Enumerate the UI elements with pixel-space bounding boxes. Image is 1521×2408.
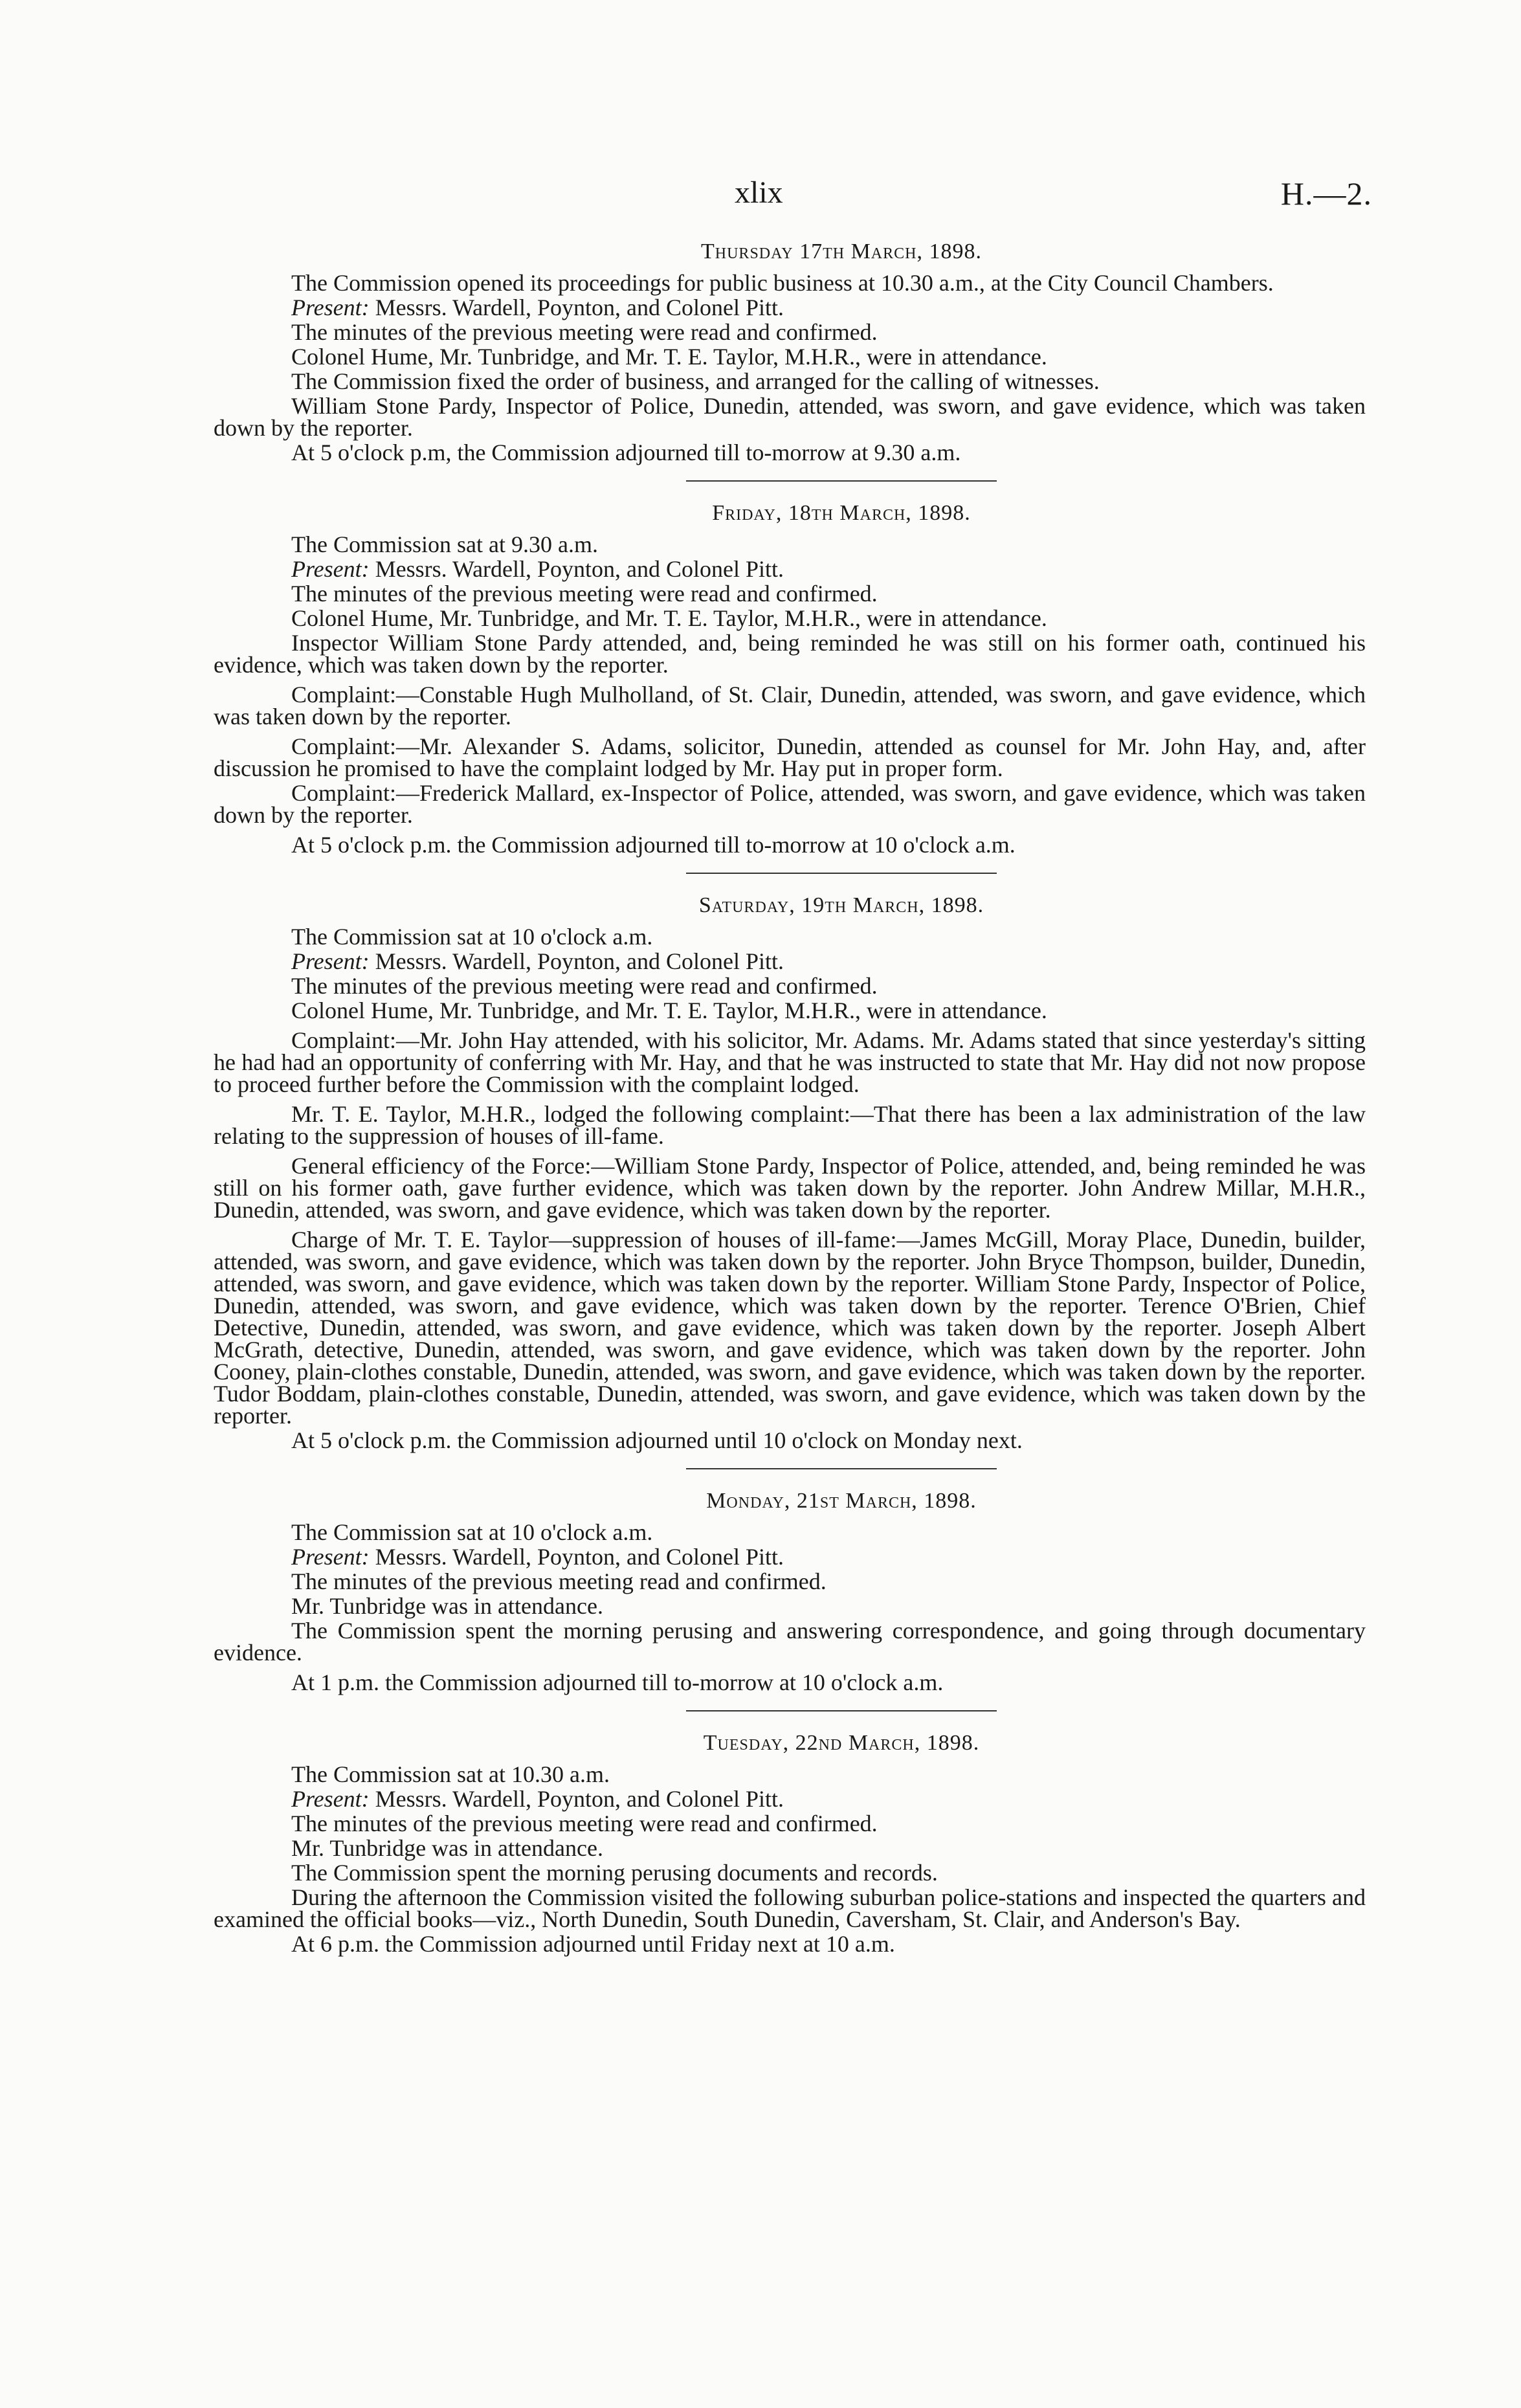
paragraph-present: Present: Messrs. Wardell, Poynton, and Colonel Pitt. xyxy=(291,556,784,582)
paragraph: Inspector William Stone Pardy attended, and, being reminded he was still on his former oath, continued his evidence, which was taken down by the reporter. xyxy=(214,630,1366,678)
section-friday-18-march xyxy=(214,501,1366,856)
paragraph: Colonel Hume, Mr. Tunbridge, and Mr. T. E. Taylor, M.H.R., were in attendance. xyxy=(291,998,1047,1023)
paragraph: The minutes of the previous meeting were read and confirmed. xyxy=(291,1811,878,1836)
paragraph: The Commission opened its proceedings for public business at 10.30 a.m., at the City Council Chambers. xyxy=(291,270,1274,296)
paragraph: The minutes of the previous meeting were read and confirmed. xyxy=(291,581,878,607)
paragraph-present: Present: Messrs. Wardell, Poynton, and Colonel Pitt. xyxy=(291,948,784,974)
paragraph: The minutes of the previous meeting read and confirmed. xyxy=(291,1568,827,1594)
paragraph: Mr. Tunbridge was in attendance. xyxy=(291,1593,603,1619)
paragraph: At 6 p.m. the Commission adjourned until Friday next at 10 a.m. xyxy=(291,1931,895,1957)
paragraph: The Commission sat at 10.30 a.m. xyxy=(291,1761,610,1787)
paragraph: During the afternoon the Commission visited the following suburban police-stations and inspected the quarters and examined the official books—viz., North Dunedin, South Dunedin, Caversham, St. Clair, and Anderson's Bay. xyxy=(214,1884,1366,1932)
paragraph-present: Present: Messrs. Wardell, Poynton, and Colonel Pitt. xyxy=(291,295,784,320)
section-divider xyxy=(686,1710,997,1711)
section-divider xyxy=(686,1468,997,1469)
paragraph: Complaint:—Constable Hugh Mulholland, of St. Clair, Dunedin, attended, was sworn, and gave evidence, which was taken down by the reporter. xyxy=(214,682,1366,730)
paragraph: Charge of Mr. T. E. Taylor—suppression of houses of ill-fame:—James McGill, Moray Place, Dunedin, builder, attended, was sworn, and gave evidence, which was taken down by the reporter. John Bryce Thompson, builder, Dunedin, attended, was sworn, and gave evidence, which was taken down by the reporter. William Stone Pardy, Inspector of Police, Dunedin, attended, was sworn, and gave evidence, which was taken down by the reporter. Terence O'Brien, Chief Detective, Dunedin, attended, was sworn, and gave evidence, which was taken down by the reporter. Joseph Albert McGrath, detective, Dunedin, attended, was sworn, and gave evidence, which was taken down by the reporter. John Cooney, plain-clothes constable, Dunedin, attended, was sworn, and gave evidence, which was taken down by the reporter. Tudor Boddam, plain-clothes constable, Dunedin, attended, was sworn, and gave evidence, which was taken down by the reporter. xyxy=(214,1227,1366,1429)
paragraph: The minutes of the previous meeting were read and confirmed. xyxy=(291,973,878,999)
paragraph: The minutes of the previous meeting were read and confirmed. xyxy=(291,319,878,345)
paragraph: Mr. Tunbridge was in attendance. xyxy=(291,1835,603,1861)
section-heading: Saturday, 19th March, 1898. xyxy=(698,893,984,917)
section-heading: Thursday 17th March, 1898. xyxy=(701,240,982,263)
paragraph: Complaint:—Frederick Mallard, ex-Inspector of Police, attended, was sworn, and gave evidence, which was taken down by the reporter. xyxy=(214,780,1366,828)
paragraph: The Commission spent the morning perusing documents and records. xyxy=(291,1860,938,1886)
paragraph: Complaint:—Mr. John Hay attended, with his solicitor, Mr. Adams. Mr. Adams stated that since yesterday's sitting he had had an opportunity of conferring with Mr. Hay, and that he was instructed to state that Mr. Hay did not now propose to proceed further before the Commission with the complaint lodged. xyxy=(214,1027,1366,1097)
paragraph: The Commission sat at 10 o'clock a.m. xyxy=(291,924,653,950)
paragraph: Colonel Hume, Mr. Tunbridge, and Mr. T. E. Taylor, M.H.R., were in attendance. xyxy=(291,344,1047,370)
paragraph: At 5 o'clock p.m. the Commission adjourned until 10 o'clock on Monday next. xyxy=(291,1427,1023,1453)
page-header xyxy=(0,175,1521,227)
paragraph: The Commission fixed the order of business, and arranged for the calling of witnesses. xyxy=(291,368,1100,394)
section-heading: Monday, 21st March, 1898. xyxy=(706,1489,977,1513)
paragraph: At 5 o'clock p.m. the Commission adjourned till to-morrow at 10 o'clock a.m. xyxy=(291,832,1016,858)
section-tuesday-22-march xyxy=(214,1731,1366,1955)
section-monday-21-march xyxy=(214,1489,1366,1693)
paragraph: William Stone Pardy, Inspector of Police, Dunedin, attended, was sworn, and gave evidence, which was taken down by the reporter. xyxy=(214,393,1366,441)
minutes-content xyxy=(214,240,1366,1957)
paragraph: The Commission sat at 9.30 a.m. xyxy=(291,531,598,557)
paragraph-present: Present: Messrs. Wardell, Poynton, and Colonel Pitt. xyxy=(291,1544,784,1570)
paragraph: Colonel Hume, Mr. Tunbridge, and Mr. T. E. Taylor, M.H.R., were in attendance. xyxy=(291,605,1047,631)
section-saturday-19-march xyxy=(214,893,1366,1451)
paragraph: At 5 o'clock p.m, the Commission adjourned till to-morrow at 9.30 a.m. xyxy=(291,440,961,465)
paragraph-present: Present: Messrs. Wardell, Poynton, and Colonel Pitt. xyxy=(291,1786,784,1812)
document-reference: H.—2. xyxy=(1280,175,1372,212)
paragraph: The Commission sat at 10 o'clock a.m. xyxy=(291,1519,653,1545)
section-divider xyxy=(686,480,997,482)
section-thursday-17-march xyxy=(214,240,1366,463)
paragraph: At 1 p.m. the Commission adjourned till to-morrow at 10 o'clock a.m. xyxy=(291,1669,944,1695)
paragraph: Complaint:—Mr. Alexander S. Adams, solicitor, Dunedin, attended as counsel for Mr. John Hay, and, after discussion he promised to have the complaint lodged by Mr. Hay put in proper form. xyxy=(214,733,1366,781)
section-divider xyxy=(686,873,997,874)
section-heading: Tuesday, 22nd March, 1898. xyxy=(703,1731,980,1755)
section-heading: Friday, 18th March, 1898. xyxy=(712,501,971,525)
paragraph: General efficiency of the Force:—William Stone Pardy, Inspector of Police, attended, and, being reminded he was still on his former oath, gave further evidence, which was taken down by the reporter. John Andrew Millar, M.H.R., Dunedin, attended, was sworn, and gave evidence, which was taken down by the reporter. xyxy=(214,1153,1366,1223)
paragraph: Mr. T. E. Taylor, M.H.R., lodged the following complaint:—That there has been a lax administration of the law relating to the suppression of houses of ill-fame. xyxy=(214,1101,1366,1149)
paragraph: The Commission spent the morning perusing and answering correspondence, and going through documentary evidence. xyxy=(214,1618,1366,1666)
page-number: xlix xyxy=(735,175,783,210)
